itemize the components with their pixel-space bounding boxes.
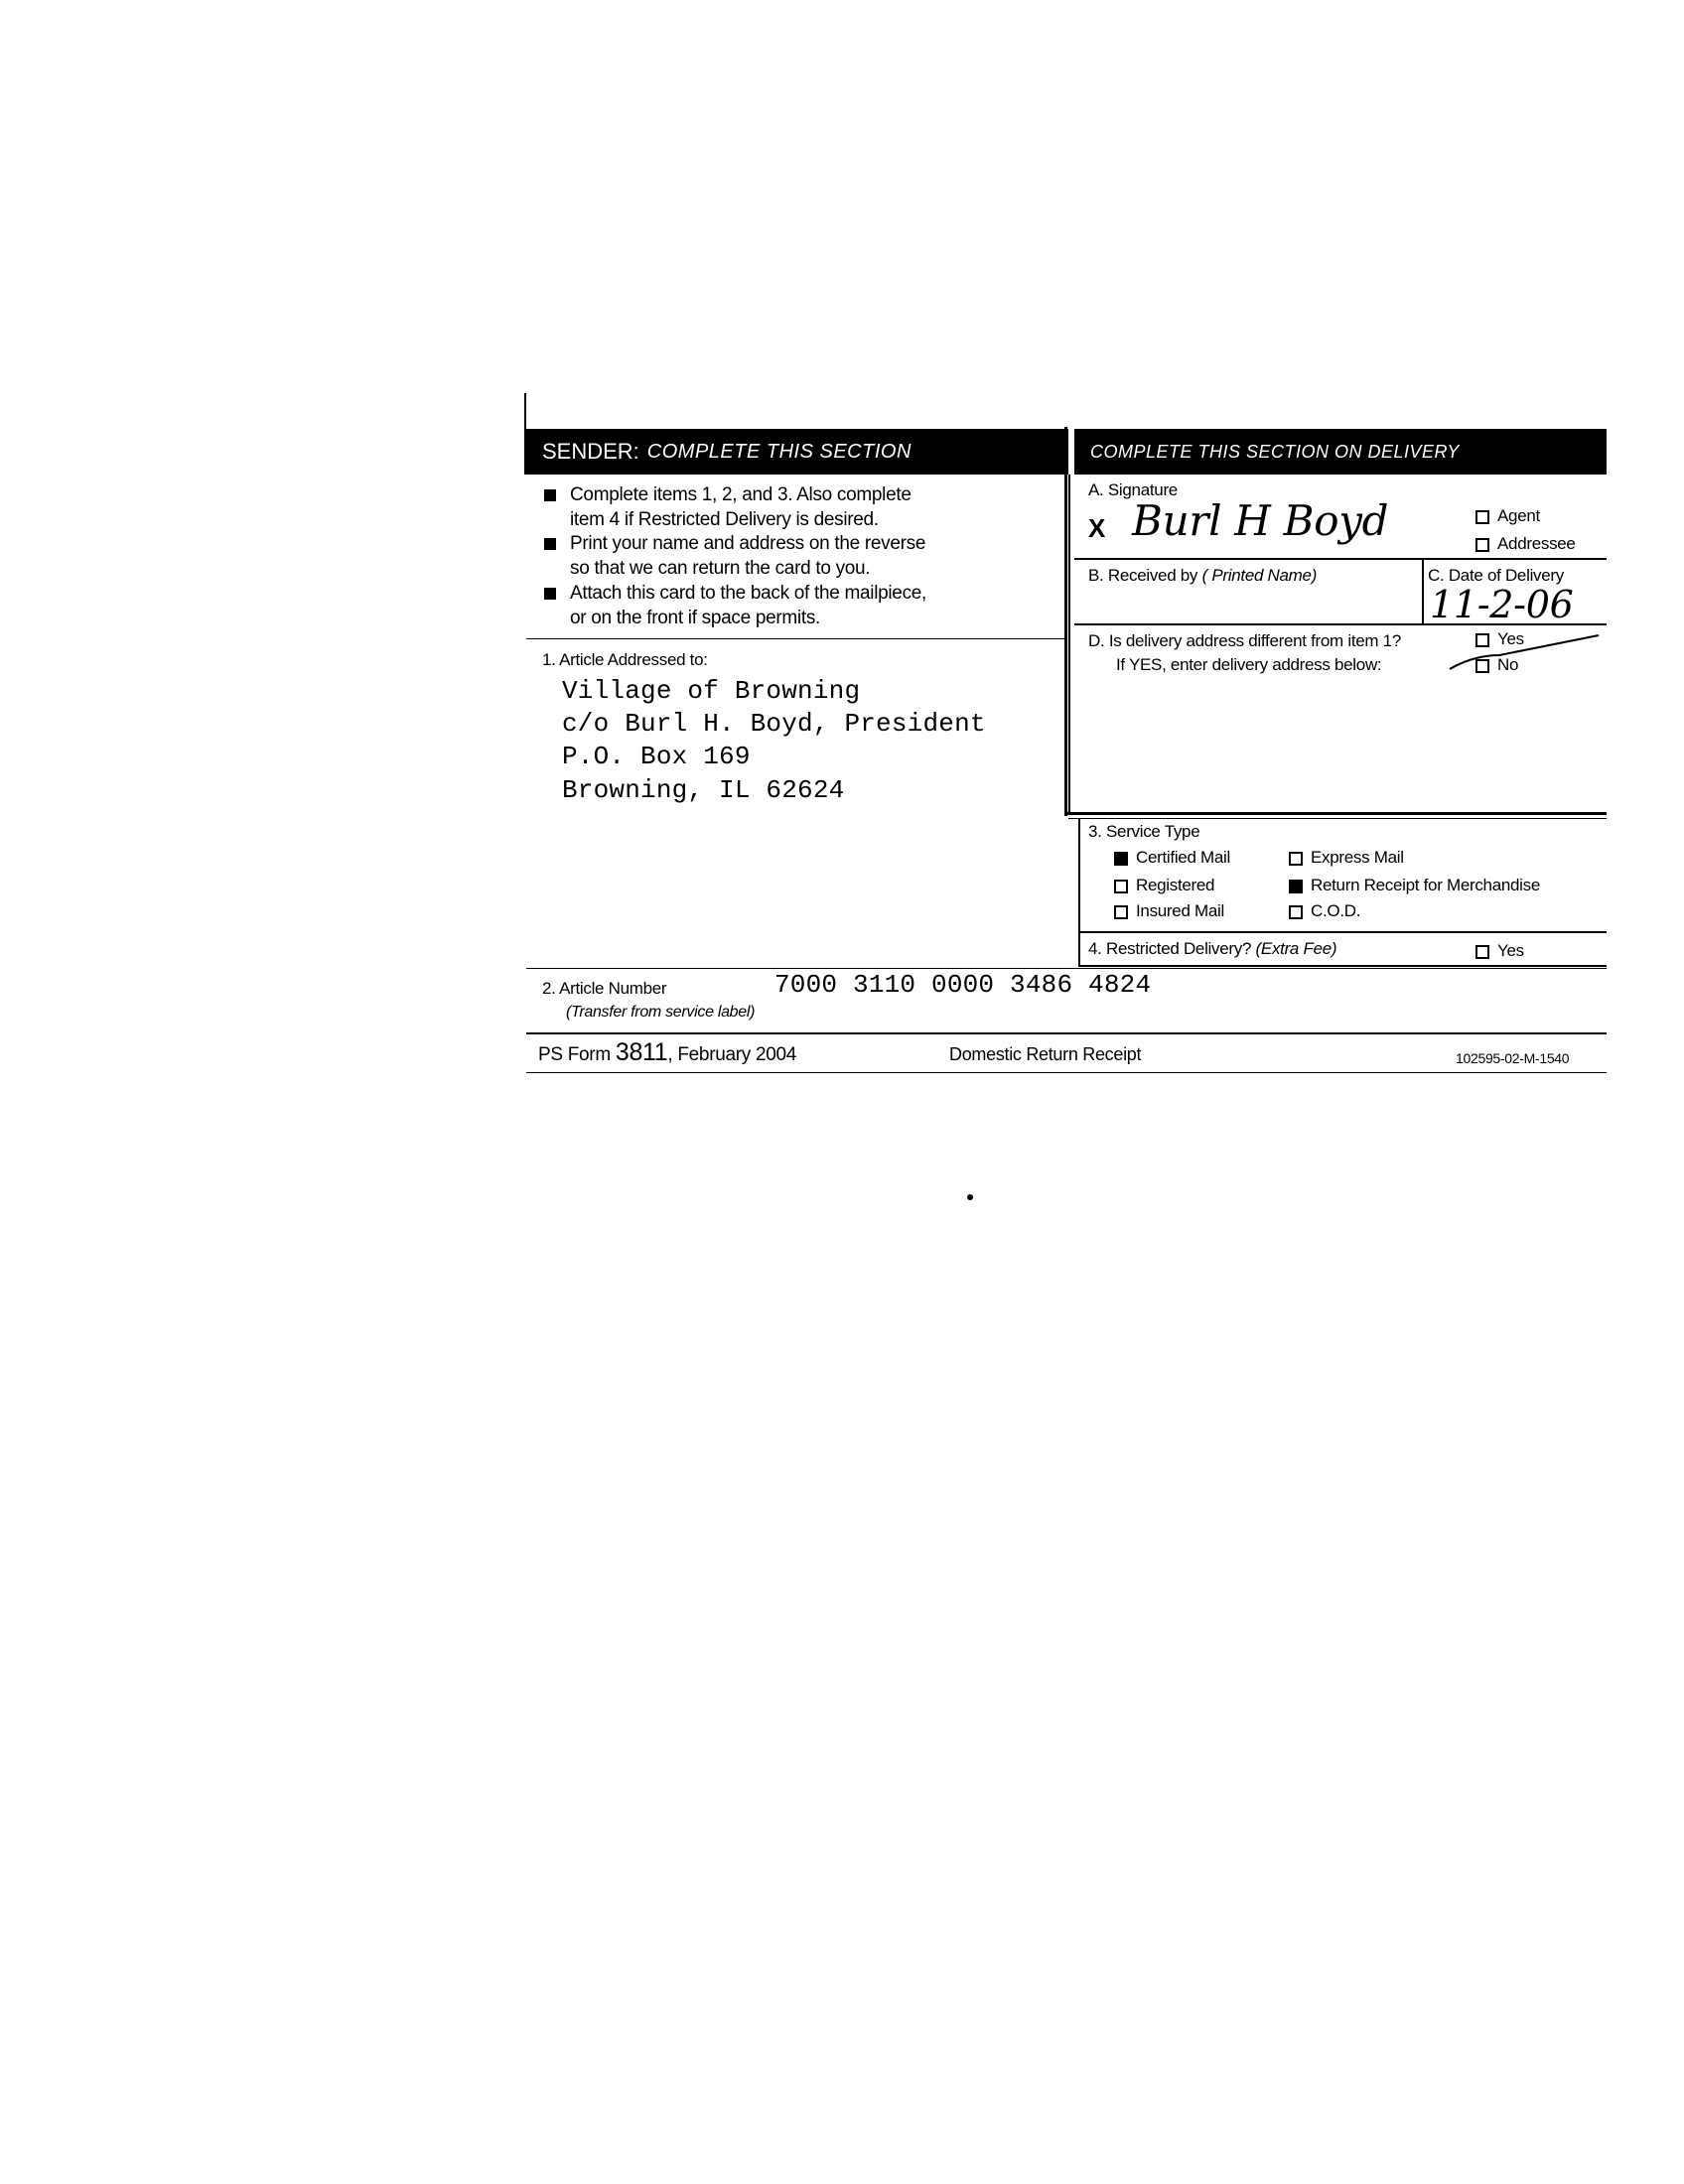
- address-line-3: P.O. Box 169: [562, 742, 751, 771]
- no-checkmark-stroke: [1430, 627, 1609, 677]
- restricted-yes-checkbox: [1475, 945, 1489, 959]
- agent-checkbox: [1475, 510, 1489, 524]
- address-line-4: Browning, IL 62624: [562, 775, 845, 805]
- insured-checkbox: [1114, 905, 1128, 919]
- service-cod: C.O.D.: [1289, 899, 1360, 923]
- received-label: B. Received by ( Printed Name): [1088, 566, 1318, 585]
- service-insured: Insured Mail: [1114, 899, 1224, 923]
- article-number-label: 2. Article Number: [542, 979, 667, 998]
- delivery-box-bottom: [1064, 812, 1607, 815]
- bullet-icon: [544, 538, 556, 550]
- service-type-label: 3. Service Type: [1088, 822, 1200, 841]
- d-question: D. Is delivery address different from item 1?: [1088, 631, 1401, 650]
- d-yes-option: Yes: [1475, 627, 1524, 651]
- restricted-divider: [1078, 965, 1607, 967]
- certified-checkbox-checked: [1114, 852, 1128, 866]
- left-edge: [524, 393, 526, 433]
- instructions-divider: [526, 638, 1066, 639]
- service-left-edge: [1078, 818, 1080, 967]
- sender-header: [524, 429, 1068, 475]
- service-express: Express Mail: [1289, 846, 1404, 870]
- instruction-3b: or on the front if space permits.: [570, 608, 820, 628]
- article-bottom-line: [526, 1032, 1607, 1034]
- service-divider: [1078, 931, 1607, 933]
- sender-header-label: SENDER:: [542, 439, 639, 464]
- instruction-1: Complete items 1, 2, and 3. Also complete: [544, 483, 912, 507]
- sender-header-italic: COMPLETE THIS SECTION: [646, 440, 912, 463]
- addressee-checkbox: [1475, 538, 1489, 552]
- signature-label: A. Signature: [1088, 480, 1178, 499]
- d-no-option: No: [1475, 653, 1518, 677]
- d-ifyes: If YES, enter delivery address below:: [1116, 655, 1382, 674]
- article-number-sublabel: (Transfer from service label): [566, 1004, 756, 1021]
- agent-option: Agent: [1475, 504, 1540, 528]
- center-divider-bold: [1064, 427, 1067, 816]
- address-line-1: Village of Browning: [562, 676, 861, 706]
- bullet-icon: [544, 489, 556, 501]
- delivery-header: COMPLETE THIS SECTION ON DELIVERY: [1074, 429, 1607, 475]
- express-checkbox: [1289, 852, 1303, 866]
- restricted-label: 4. Restricted Delivery? (Extra Fee): [1088, 939, 1337, 958]
- domestic-return-receipt: Domestic Return Receipt: [949, 1044, 1142, 1064]
- center-divider-upper: [1068, 475, 1070, 812]
- date-divider: [1422, 558, 1424, 623]
- return-receipt-checkbox-checked: [1289, 880, 1303, 893]
- footer-bottom-line: [526, 1072, 1607, 1073]
- date-label: C. Date of Delivery: [1428, 566, 1564, 585]
- ps-form-label: PS Form 3811, February 2004: [538, 1038, 797, 1066]
- address-line-2: c/o Burl H. Boyd, President: [562, 709, 986, 739]
- addressee-option: Addressee: [1475, 532, 1576, 556]
- registered-checkbox: [1114, 880, 1128, 893]
- delivery-box-bottom-2: [1068, 818, 1607, 819]
- bullet-icon: [544, 588, 556, 600]
- form-code: 102595-02-M-1540: [1456, 1050, 1570, 1066]
- stray-dot: [967, 1194, 973, 1200]
- article-number-value: 7000 3110 0000 3486 4824: [774, 970, 1152, 1000]
- article-addressed-label: 1. Article Addressed to:: [542, 650, 708, 669]
- service-return-receipt: Return Receipt for Merchandise: [1289, 874, 1540, 897]
- service-registered: Registered: [1114, 874, 1214, 897]
- signature-x: X: [1088, 513, 1106, 543]
- instruction-2: Print your name and address on the reverse: [544, 532, 925, 556]
- instruction-2b: so that we can return the card to you.: [570, 558, 871, 579]
- restricted-yes-option: Yes: [1475, 939, 1524, 963]
- signature-value: Burl H Boyd: [1132, 496, 1389, 545]
- cod-checkbox: [1289, 905, 1303, 919]
- service-certified: Certified Mail: [1114, 846, 1230, 870]
- date-value: 11-2-06: [1430, 583, 1574, 626]
- instruction-1b: item 4 if Restricted Delivery is desired.: [570, 509, 879, 530]
- instruction-3: Attach this card to the back of the mailpiece,: [544, 582, 926, 606]
- signature-divider: [1074, 558, 1607, 560]
